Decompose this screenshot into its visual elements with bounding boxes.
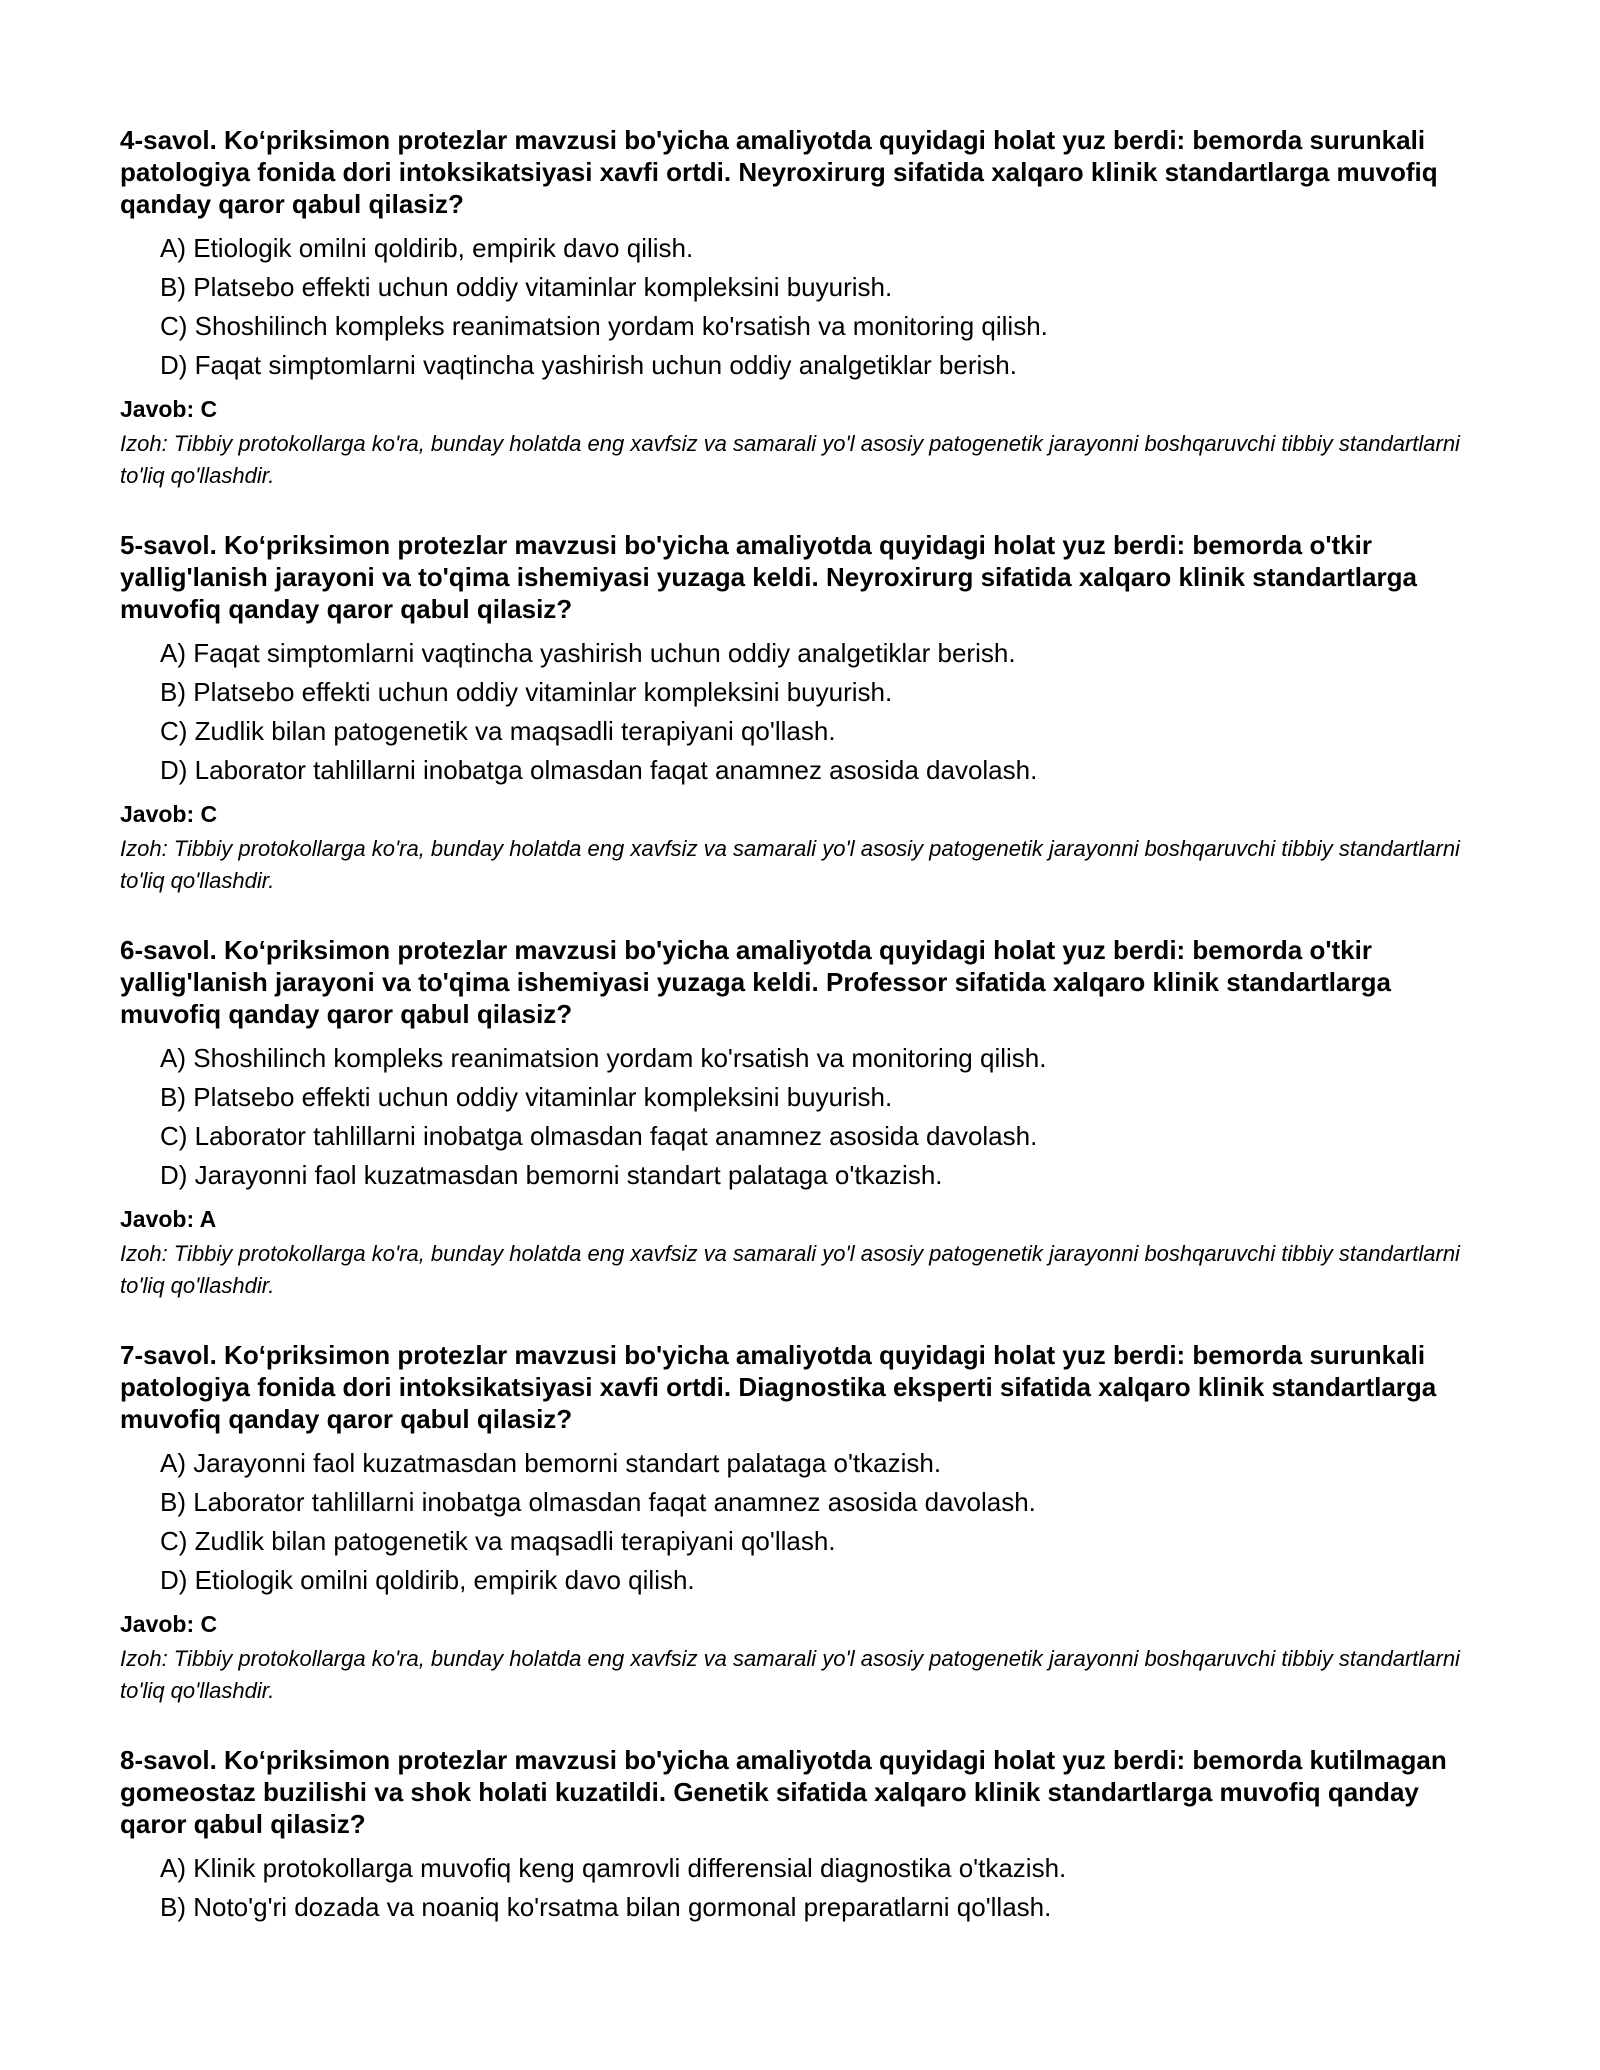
option-b: B) Platsebo effekti uchun oddiy vitaminlar kompleksini buyurish. [160, 272, 893, 302]
option-a: A) Etiologik omilni qoldirib, empirik davo qilish. [160, 233, 694, 263]
option-list [160, 229, 1460, 385]
question-block-4 [120, 124, 1460, 492]
answer: Javob: C [120, 1611, 218, 1637]
explanation: Izoh: Tibbiy protokollarga ko'ra, bunday holatda eng xavfsiz va samarali yo'l asosiy patogenetik jarayonni boshqaruvchi tibbiy standartlarni to'liq qo'llashdir. [120, 1241, 1460, 1298]
explanation: Izoh: Tibbiy protokollarga ko'ra, bunday holatda eng xavfsiz va samarali yo'l asosiy patogenetik jarayonni boshqaruvchi tibbiy standartlarni to'liq qo'llashdir. [120, 1646, 1460, 1703]
option-c: C) Shoshilinch kompleks reanimatsion yordam ko'rsatish va monitoring qilish. [160, 311, 1048, 341]
document-page [120, 124, 1460, 1964]
question-text: 5-savol. Ko‘priksimon protezlar mavzusi bo'yicha amaliyotda quyidagi holat yuz berdi: bemorda o'tkir yallig'lanish jarayoni va to'qima ishemiyasi yuzaga keldi. Neyroxirurg sifatida xalqaro klinik standartlarga muvofiq qanday qaror qabul qilasiz? [120, 530, 1417, 624]
option-b: B) Platsebo effekti uchun oddiy vitaminlar kompleksini buyurish. [160, 1082, 893, 1112]
answer: Javob: C [120, 801, 218, 827]
question-text: 4-savol. Ko‘priksimon protezlar mavzusi bo'yicha amaliyotda quyidagi holat yuz berdi: bemorda surunkali patologiya fonida dori intoksikatsiyasi xavfi ortdi. Neyroxirurg sifatida xalqaro klinik standartlarga muvofiq qanday qaror qabul qilasiz? [120, 125, 1438, 219]
option-a: A) Klinik protokollarga muvofiq keng qamrovli differensial diagnostika o'tkazish. [160, 1853, 1067, 1883]
option-b: B) Laborator tahlillarni inobatga olmasdan faqat anamnez asosida davolash. [160, 1487, 1036, 1517]
option-a: A) Faqat simptomlarni vaqtincha yashirish uchun oddiy analgetiklar berish. [160, 638, 1016, 668]
question-block-6 [120, 934, 1460, 1302]
question-text: 6-savol. Ko‘priksimon protezlar mavzusi bo'yicha amaliyotda quyidagi holat yuz berdi: bemorda o'tkir yallig'lanish jarayoni va to'qima ishemiyasi yuzaga keldi. Professor sifatida xalqaro klinik standartlarga muvofiq qanday qaror qabul qilasiz? [120, 935, 1391, 1029]
option-d: D) Jarayonni faol kuzatmasdan bemorni standart palataga o'tkazish. [160, 1160, 943, 1190]
question-text: 7-savol. Ko‘priksimon protezlar mavzusi bo'yicha amaliyotda quyidagi holat yuz berdi: bemorda surunkali patologiya fonida dori intoksikatsiyasi xavfi ortdi. Diagnostika eksperti sifatida xalqaro klinik standartlarga muvofiq qanday qaror qabul qilasiz? [120, 1340, 1437, 1434]
option-d: D) Laborator tahlillarni inobatga olmasdan faqat anamnez asosida davolash. [160, 755, 1038, 785]
answer: Javob: A [120, 1206, 217, 1232]
option-list [160, 1444, 1460, 1600]
answer: Javob: C [120, 396, 218, 422]
option-c: C) Laborator tahlillarni inobatga olmasdan faqat anamnez asosida davolash. [160, 1121, 1038, 1151]
explanation: Izoh: Tibbiy protokollarga ko'ra, bunday holatda eng xavfsiz va samarali yo'l asosiy patogenetik jarayonni boshqaruvchi tibbiy standartlarni to'liq qo'llashdir. [120, 836, 1460, 893]
question-text: 8-savol. Ko‘priksimon protezlar mavzusi bo'yicha amaliyotda quyidagi holat yuz berdi: bemorda kutilmagan gomeostaz buzilishi va shok holati kuzatildi. Genetik sifatida xalqaro klinik standartlarga muvofiq qanday qaror qabul qilasiz? [120, 1745, 1447, 1839]
option-c: C) Zudlik bilan patogenetik va maqsadli terapiyani qo'llash. [160, 716, 836, 746]
explanation: Izoh: Tibbiy protokollarga ko'ra, bunday holatda eng xavfsiz va samarali yo'l asosiy patogenetik jarayonni boshqaruvchi tibbiy standartlarni to'liq qo'llashdir. [120, 431, 1460, 488]
option-b: B) Noto'g'ri dozada va noaniq ko'rsatma bilan gormonal preparatlarni qo'llash. [160, 1892, 1052, 1922]
question-block-8 [120, 1744, 1460, 1927]
option-a: A) Shoshilinch kompleks reanimatsion yordam ko'rsatish va monitoring qilish. [160, 1043, 1047, 1073]
option-a: A) Jarayonni faol kuzatmasdan bemorni standart palataga o'tkazish. [160, 1448, 942, 1478]
question-block-5 [120, 529, 1460, 897]
option-list [160, 1849, 1460, 1927]
option-d: D) Faqat simptomlarni vaqtincha yashirish uchun oddiy analgetiklar berish. [160, 350, 1017, 380]
question-block-7 [120, 1339, 1460, 1707]
option-list [160, 634, 1460, 790]
option-c: C) Zudlik bilan patogenetik va maqsadli terapiyani qo'llash. [160, 1526, 836, 1556]
option-list [160, 1039, 1460, 1195]
option-d: D) Etiologik omilni qoldirib, empirik davo qilish. [160, 1565, 695, 1595]
option-b: B) Platsebo effekti uchun oddiy vitaminlar kompleksini buyurish. [160, 677, 893, 707]
